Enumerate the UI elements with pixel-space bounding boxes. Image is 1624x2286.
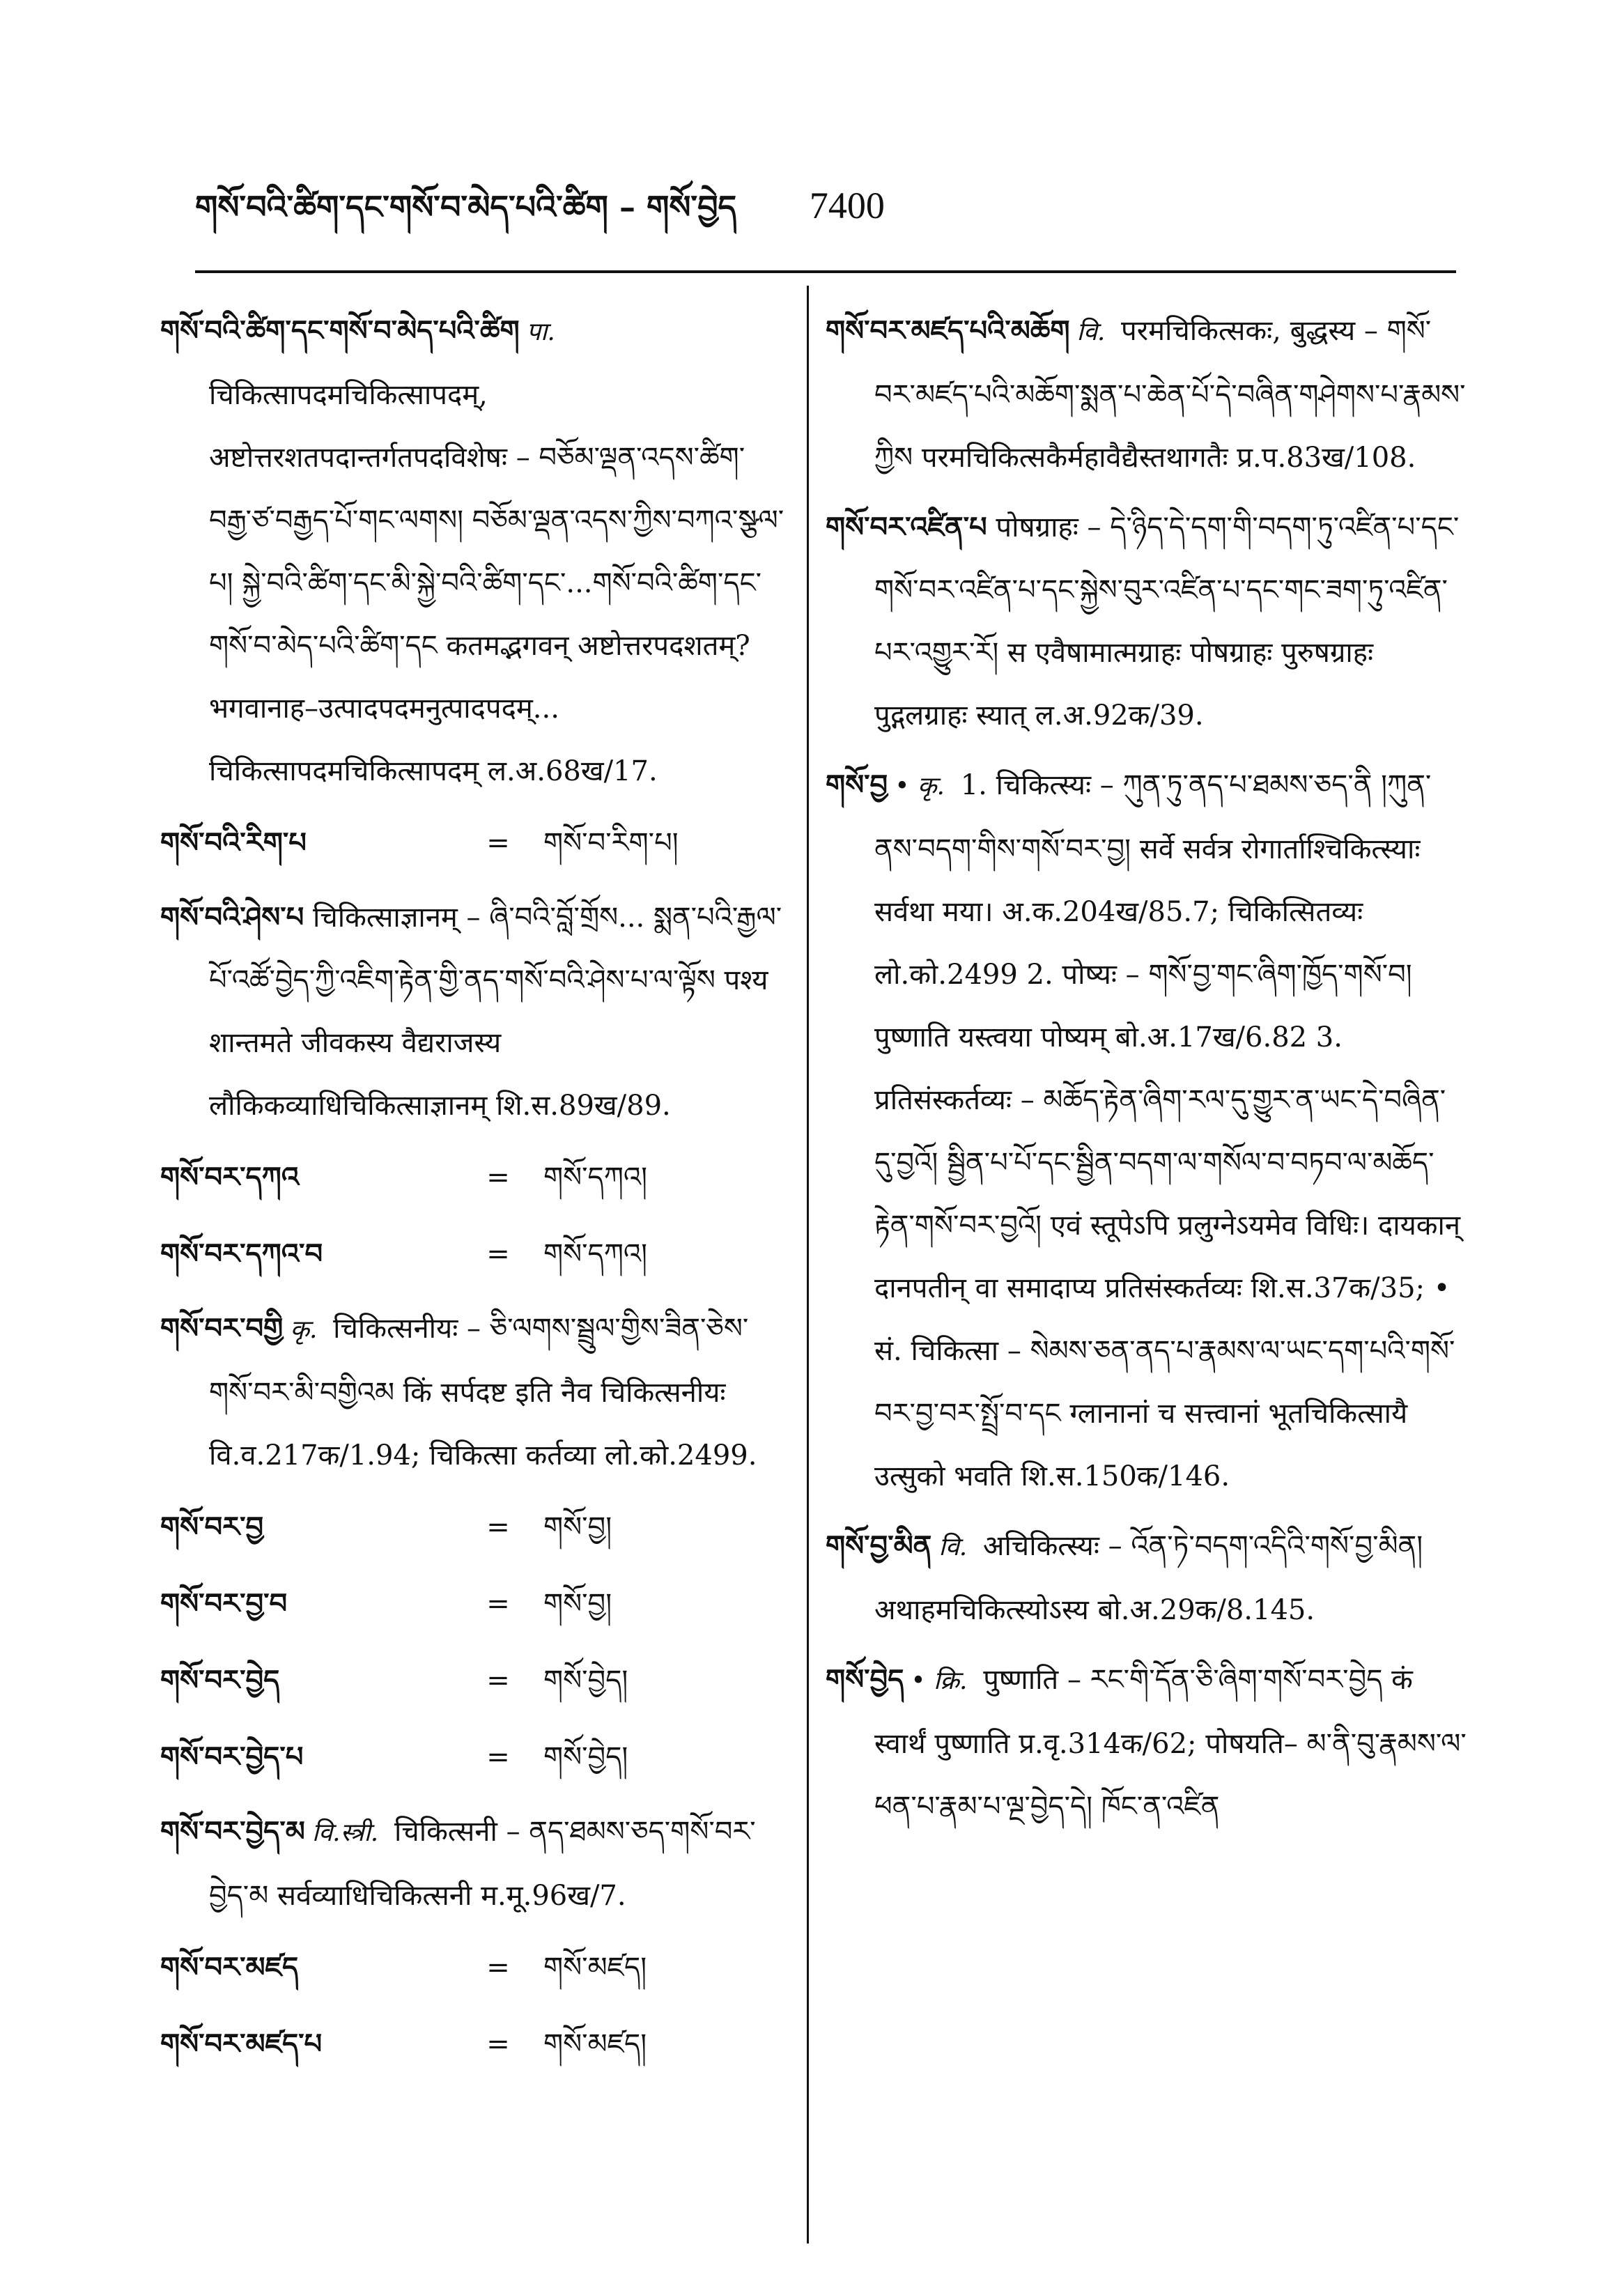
grammar-label: • क्रि. xyxy=(911,1667,968,1695)
header-rule xyxy=(195,270,1456,273)
grammar-label: पा. xyxy=(526,318,555,346)
entry-headword: གསོ་བར་མཛད་པའི་མཆོག xyxy=(826,314,1070,347)
entry-definition: परमचिकित्सकः, बुद्धस्य – གསོ་བར་མཛད་པའི་མཆོག་སྨན་པ་ཆེན་པོ་དེ་བཞིན་གཤེགས་པ་རྣམས་ཀྱིས परमचिकित्सकैर्महावैद्यैस्तथागतैः प्र.प.83ख/108. xyxy=(874,315,1466,474)
cross-reference-row xyxy=(160,2011,787,2078)
dictionary-entry xyxy=(160,1800,787,1927)
grammar-label: कृ. xyxy=(290,1315,318,1344)
cross-reference-row xyxy=(160,1221,787,1288)
right-column xyxy=(826,300,1467,2250)
equals-sign: = xyxy=(486,1238,510,1270)
entry-definition: पुष्णाति – རང་གི་དོན་ཅི་ཞིག་གསོ་བར་བྱེད कं स्वार्थं पुष्णाति प्र.वृ.314क/62; पोषयति– མ་ནི་བུ་རྣམས་ལ་ཕན་པ་རྣམ་པ་ལྔ་བྱེད་དེ། ཁོང་ན་འཛིན xyxy=(874,1664,1467,1823)
equals-sign: = xyxy=(486,1588,510,1620)
equals-sign: = xyxy=(486,1741,510,1773)
dictionary-entry xyxy=(826,1648,1467,1838)
column-divider xyxy=(807,286,809,2243)
equals-sign: = xyxy=(486,1952,510,1984)
cross-reference-row xyxy=(160,1934,787,2001)
cross-reference-headword: གསོ་བར་མཛད xyxy=(160,1951,299,1984)
cross-reference-headword: གསོ་བར་མཛད་པ xyxy=(160,2028,323,2060)
equals-sign: = xyxy=(486,827,510,859)
header-headword-range: གསོ་བའི་ཚིག་དང་གསོ་བ་མེད་པའི་ཚིག – གསོ་བྱེད xyxy=(195,188,737,226)
dictionary-entry xyxy=(160,1297,787,1487)
cross-reference-row xyxy=(160,1724,787,1791)
cross-reference-row xyxy=(160,1570,787,1637)
entry-definition: चिकित्सनी – ནད་ཐམས་ཅད་གསོ་བར་བྱེད་མ सर्वव्याधिचिकित्सनी म.मू.96ख/7. xyxy=(209,1816,756,1912)
cross-reference-target: གསོ་བྱ། xyxy=(543,1588,612,1620)
page-header xyxy=(195,167,1379,244)
left-column xyxy=(160,300,787,2250)
cross-reference-headword: གསོ་བར་བྱ་བ xyxy=(160,1587,288,1620)
cross-reference-headword: གསོ་བར་དཀའ xyxy=(160,1161,300,1194)
entry-definition: 1. चिकित्स्यः – ཀུན་ཏུ་ནད་པ་ཐམས་ཅད་ནི །ཀུན་ནས་བདག་གིས་གསོ་བར་བྱ། सर्वे सर्वत्र रोगार्ताश्चिकित्स्याः सर्वथा मया। अ.क.204ख/85.7; चिकित्सितव्यः लो.को.2499 2. पोष्यः – གསོ་བྱ་གང་ཞིག་ཁྱོད་གསོ་བ། पुष्णाति यस्त्वया पोष्यम् बो.अ.17ख/6.82 3. प्रतिसंस्कर्तव्यः – མཆོད་རྟེན་ཞིག་རལ་དུ་གྱུར་ན་ཡང་དེ་བཞིན་དུ་བྱའོ། སྦྱིན་པ་པོ་དང་སྦྱིན་བདག་ལ་གསོལ་བ་བཏབ་ལ་མཆོད་རྟེན་གསོ་བར་བྱའོ། एवं स्तूपेऽपि प्रलुग्नेऽयमेव विधिः। दायकान् दानपतीन् वा समादाप्य प्रतिसंस्कर्तव्यः शि.स.37क/35; • सं. चिकित्सा – སེམས་ཅན་ནད་པ་རྣམས་ལ་ཡང་དག་པའི་གསོ་བར་བྱ་བར་སྤྲོ་བ་དང ग्लानानां च सत्त्वानां भूतचिकित्सायै उत्सुको भवति शि.स.150क/146. xyxy=(874,769,1461,1492)
equals-sign: = xyxy=(486,1511,510,1543)
entry-headword: གསོ་བར་བགྱི xyxy=(160,1312,284,1345)
entry-definition: चिकित्साज्ञानम् – ཞི་བའི་བློ་གྲོས... སྨན་པའི་རྒྱལ་པོ་འཚོ་བྱེད་ཀྱི་འཇིག་རྟེན་གྱི་ནད་གསོ་བའི་ཤེས་པ་ལ་ལྟོས पश्य शान्तमते जीवकस्य वैद्यराजस्य लौकिकव्याधिचिकित्साज्ञानम् शि.स.89ख/89. xyxy=(209,902,782,1122)
cross-reference-target: གསོ་བྱ། xyxy=(543,1511,612,1543)
page-number: 7400 xyxy=(809,185,885,226)
dictionary-entry xyxy=(160,300,787,803)
entry-headword: གསོ་བྱེད xyxy=(826,1663,904,1696)
cross-reference-target: གསོ་མཛད། xyxy=(543,2028,647,2060)
grammar-label: वि. xyxy=(938,1533,968,1561)
grammar-label: वि.स्त्री. xyxy=(311,1818,379,1847)
cross-reference-target: གསོ་མཛད། xyxy=(543,1952,647,1984)
entry-definition: चिकित्सनीयः – ཅི་ལགས་སྦྲུལ་གྱིས་ཟིན་ཅེས་གསོ་བར་མི་བགྱིའམ किं सर्पदष्ट इति नैव चिकित्सनीयः वि.व.217क/1.94; चिकित्सा कर्तव्या लो.को.2499. xyxy=(209,1313,757,1472)
cross-reference-headword: གསོ་བར་བྱེད xyxy=(160,1664,280,1697)
cross-reference-row xyxy=(160,810,787,876)
cross-reference-headword: གསོ་བར་བྱ xyxy=(160,1511,264,1543)
entry-definition: चिकित्सापदमचिकित्सापदम्, अष्टोत्तरशतपदान्तर्गतपदविशेषः – བཅོམ་ལྡན་འདས་ཚིག་བརྒྱ་ཙ་བརྒྱད་པོ་གང་ལགས། བཅོམ་ལྡན་འདས་ཀྱིས་བཀའ་སྩལ་པ། སྐྱེ་བའི་ཚིག་དང་མི་སྐྱེ་བའི་ཚིག་དང་...གསོ་བའི་ཚིག་དང་གསོ་བ་མེད་པའི་ཚིག་དང कतमद्भगवन् अष्टोत्तरपदशतम्? भगवानाह–उत्पादपदमनुत्पादपदम्... चिकित्सापदमचिकित्सापदम् ल.अ.68ख/17. xyxy=(209,379,784,787)
entry-definition: अचिकित्स्यः – འོན་ཏེ་བདག་འདིའི་གསོ་བྱ་མིན། अथाहमचिकित्स्योऽस्य बो.अ.29क/8.145. xyxy=(874,1530,1423,1626)
cross-reference-row xyxy=(160,1647,787,1714)
cross-reference-target: གསོ་དཀའ། xyxy=(543,1161,647,1194)
equals-sign: = xyxy=(486,1161,510,1194)
cross-reference-headword: གསོ་བའི་རིག་པ xyxy=(160,826,307,859)
dictionary-entry xyxy=(826,300,1467,489)
entry-headword: གསོ་བྱ་མིན xyxy=(826,1529,932,1562)
entry-headword: གསོ་བར་བྱེད་མ xyxy=(160,1815,305,1848)
entry-definition: पोषग्राहः – དེ་ཉིད་དེ་དག་གི་བདག་ཏུ་འཛིན་པ་དང་གསོ་བར་འཛིན་པ་དང་སྐྱེས་བུར་འཛིན་པ་དང་གང་ཟག་ཏུ་འཛིན་པར་འགྱུར་རོ། स एवैषामात्मग्राहः पोषग्राहः पुरुषग्राहः पुद्गलग्राहः स्यात् ल.अ.92क/39. xyxy=(874,511,1460,732)
cross-reference-row xyxy=(160,1494,787,1561)
entry-headword: གསོ་བའི་ཚིག་དང་གསོ་བ་མེད་པའི་ཚིག xyxy=(160,314,520,347)
cross-reference-headword: གསོ་བར་དཀའ་བ xyxy=(160,1237,323,1270)
cross-reference-target: གསོ་བྱེད། xyxy=(543,1665,628,1697)
grammar-label: • कृ. xyxy=(895,772,945,801)
dictionary-entry xyxy=(826,496,1467,747)
entry-headword: གསོ་བྱ xyxy=(826,769,888,801)
equals-sign: = xyxy=(486,1665,510,1697)
equals-sign: = xyxy=(486,2028,510,2060)
cross-reference-target: གསོ་བྱེད། xyxy=(543,1741,628,1773)
entry-headword: གསོ་བར་འཛིན་པ xyxy=(826,511,987,543)
entry-headword: གསོ་བའི་ཤེས་པ xyxy=(160,901,304,934)
dictionary-entry xyxy=(826,1515,1467,1642)
grammar-label: वि. xyxy=(1076,318,1106,346)
cross-reference-row xyxy=(160,1144,787,1211)
cross-reference-headword: གསོ་བར་བྱེད་པ xyxy=(160,1740,304,1773)
dictionary-entry xyxy=(160,886,787,1137)
dictionary-entry xyxy=(826,754,1467,1508)
cross-reference-target: གསོ་བ་རིག་པ། xyxy=(543,827,679,859)
cross-reference-target: གསོ་དཀའ། xyxy=(543,1238,647,1270)
